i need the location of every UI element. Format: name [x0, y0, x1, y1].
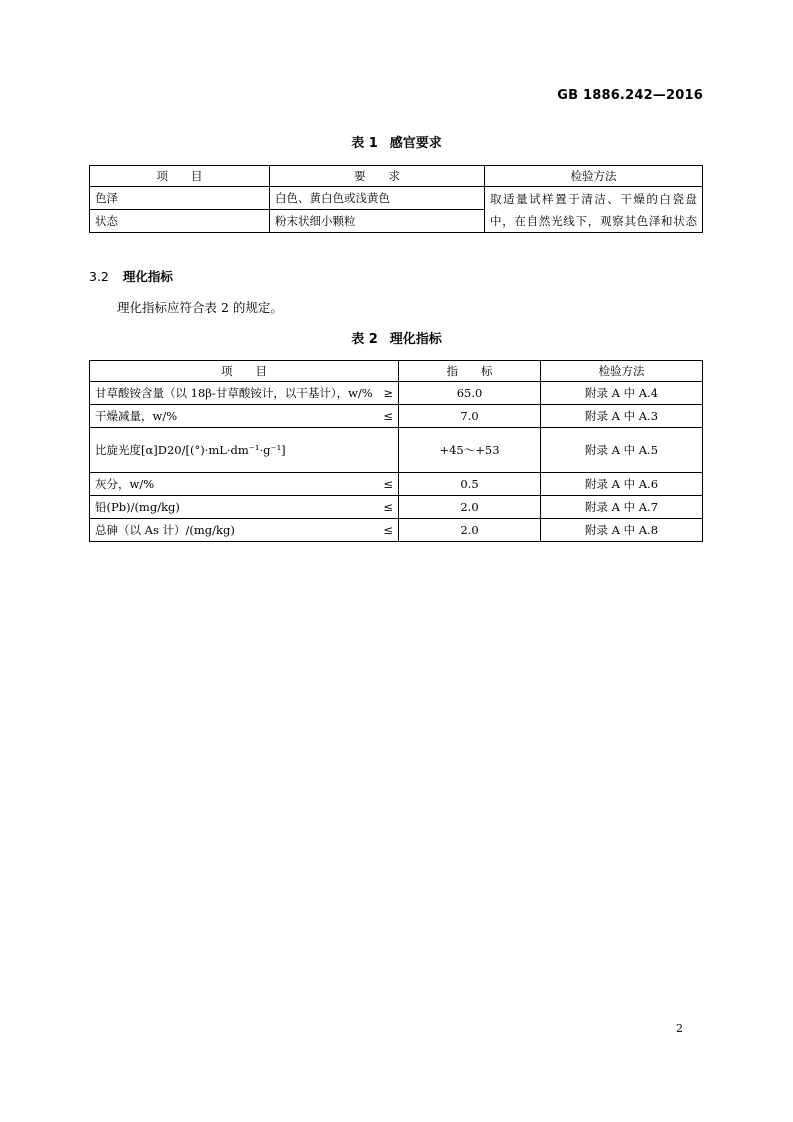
item-label: 灰分，w/% [95, 477, 155, 491]
table2-title: 理化指标 [389, 332, 442, 347]
table-row [90, 496, 703, 519]
table1-title: 感官要求 [389, 136, 442, 151]
item-cell [90, 405, 399, 428]
column-header: 检验方法 [541, 361, 703, 382]
item-label: 比旋光度[α]D20/[(°)·mL·dm⁻¹·g⁻¹] [95, 443, 286, 457]
method-cell: 附录 A 中 A.3 [541, 405, 703, 428]
item-cell [90, 473, 399, 496]
method-cell: 附录 A 中 A.8 [541, 519, 703, 542]
table2-caption [0, 328, 793, 347]
method-text-line: 中，在自然光线下，观察其色泽和状态 [490, 213, 697, 228]
table2-number: 表 2 [351, 332, 378, 347]
method-cell: 附录 A 中 A.5 [541, 428, 703, 473]
sensory-requirements-table [89, 165, 703, 233]
item-cell: 色泽 [90, 187, 270, 210]
table-header-row [90, 361, 703, 382]
comparison-operator: ≤ [383, 477, 393, 491]
column-header: 指 标 [399, 361, 541, 382]
table-row [90, 405, 703, 428]
item-cell [90, 382, 399, 405]
page-number: 2 [676, 1022, 683, 1035]
table-row [90, 187, 703, 210]
method-text-line: 取适量试样置于清洁、干燥的白瓷盘 [490, 191, 697, 206]
comparison-operator: ≥ [383, 386, 393, 400]
column-header: 要 求 [270, 166, 485, 187]
physicochemical-indicators-table [89, 360, 703, 542]
value-cell: +45～+53 [399, 428, 541, 473]
column-header: 检验方法 [485, 166, 703, 187]
section-title: 理化指标 [122, 269, 173, 284]
method-cell: 附录 A 中 A.4 [541, 382, 703, 405]
comparison-operator: ≤ [383, 500, 393, 514]
value-cell: 65.0 [399, 382, 541, 405]
value-cell: 2.0 [399, 496, 541, 519]
item-cell: 状态 [90, 210, 270, 233]
column-header: 项 目 [90, 166, 270, 187]
requirement-cell: 粉末状细小颗粒 [270, 210, 485, 233]
method-cell: 附录 A 中 A.7 [541, 496, 703, 519]
value-cell: 0.5 [399, 473, 541, 496]
item-label: 干燥减量，w/% [95, 409, 178, 423]
table-row [90, 428, 703, 473]
value-cell: 7.0 [399, 405, 541, 428]
item-cell [90, 428, 399, 473]
value-cell: 2.0 [399, 519, 541, 542]
item-label: 铅(Pb)/(mg/kg) [95, 500, 180, 514]
section-paragraph: 理化指标应符合表 2 的规定。 [117, 300, 283, 315]
requirement-cell: 白色、黄白色或浅黄色 [270, 187, 485, 210]
comparison-operator: ≤ [383, 523, 393, 537]
item-label: 总砷（以 As 计）/(mg/kg) [95, 523, 235, 537]
method-cell [485, 187, 703, 233]
item-cell [90, 519, 399, 542]
table1-number: 表 1 [351, 136, 378, 151]
item-label: 甘草酸铵含量（以 18β-甘草酸铵计，以干基计），w/% [95, 386, 373, 400]
standard-code: GB 1886.242—2016 [557, 88, 703, 103]
comparison-operator: ≤ [383, 409, 393, 423]
table-row [90, 473, 703, 496]
table-row [90, 519, 703, 542]
section-number: 3.2 [89, 269, 109, 284]
item-cell [90, 496, 399, 519]
table-row [90, 382, 703, 405]
table-header-row [90, 166, 703, 187]
column-header: 项 目 [90, 361, 399, 382]
table1-caption [0, 132, 793, 151]
method-cell: 附录 A 中 A.6 [541, 473, 703, 496]
section-heading [89, 267, 173, 285]
